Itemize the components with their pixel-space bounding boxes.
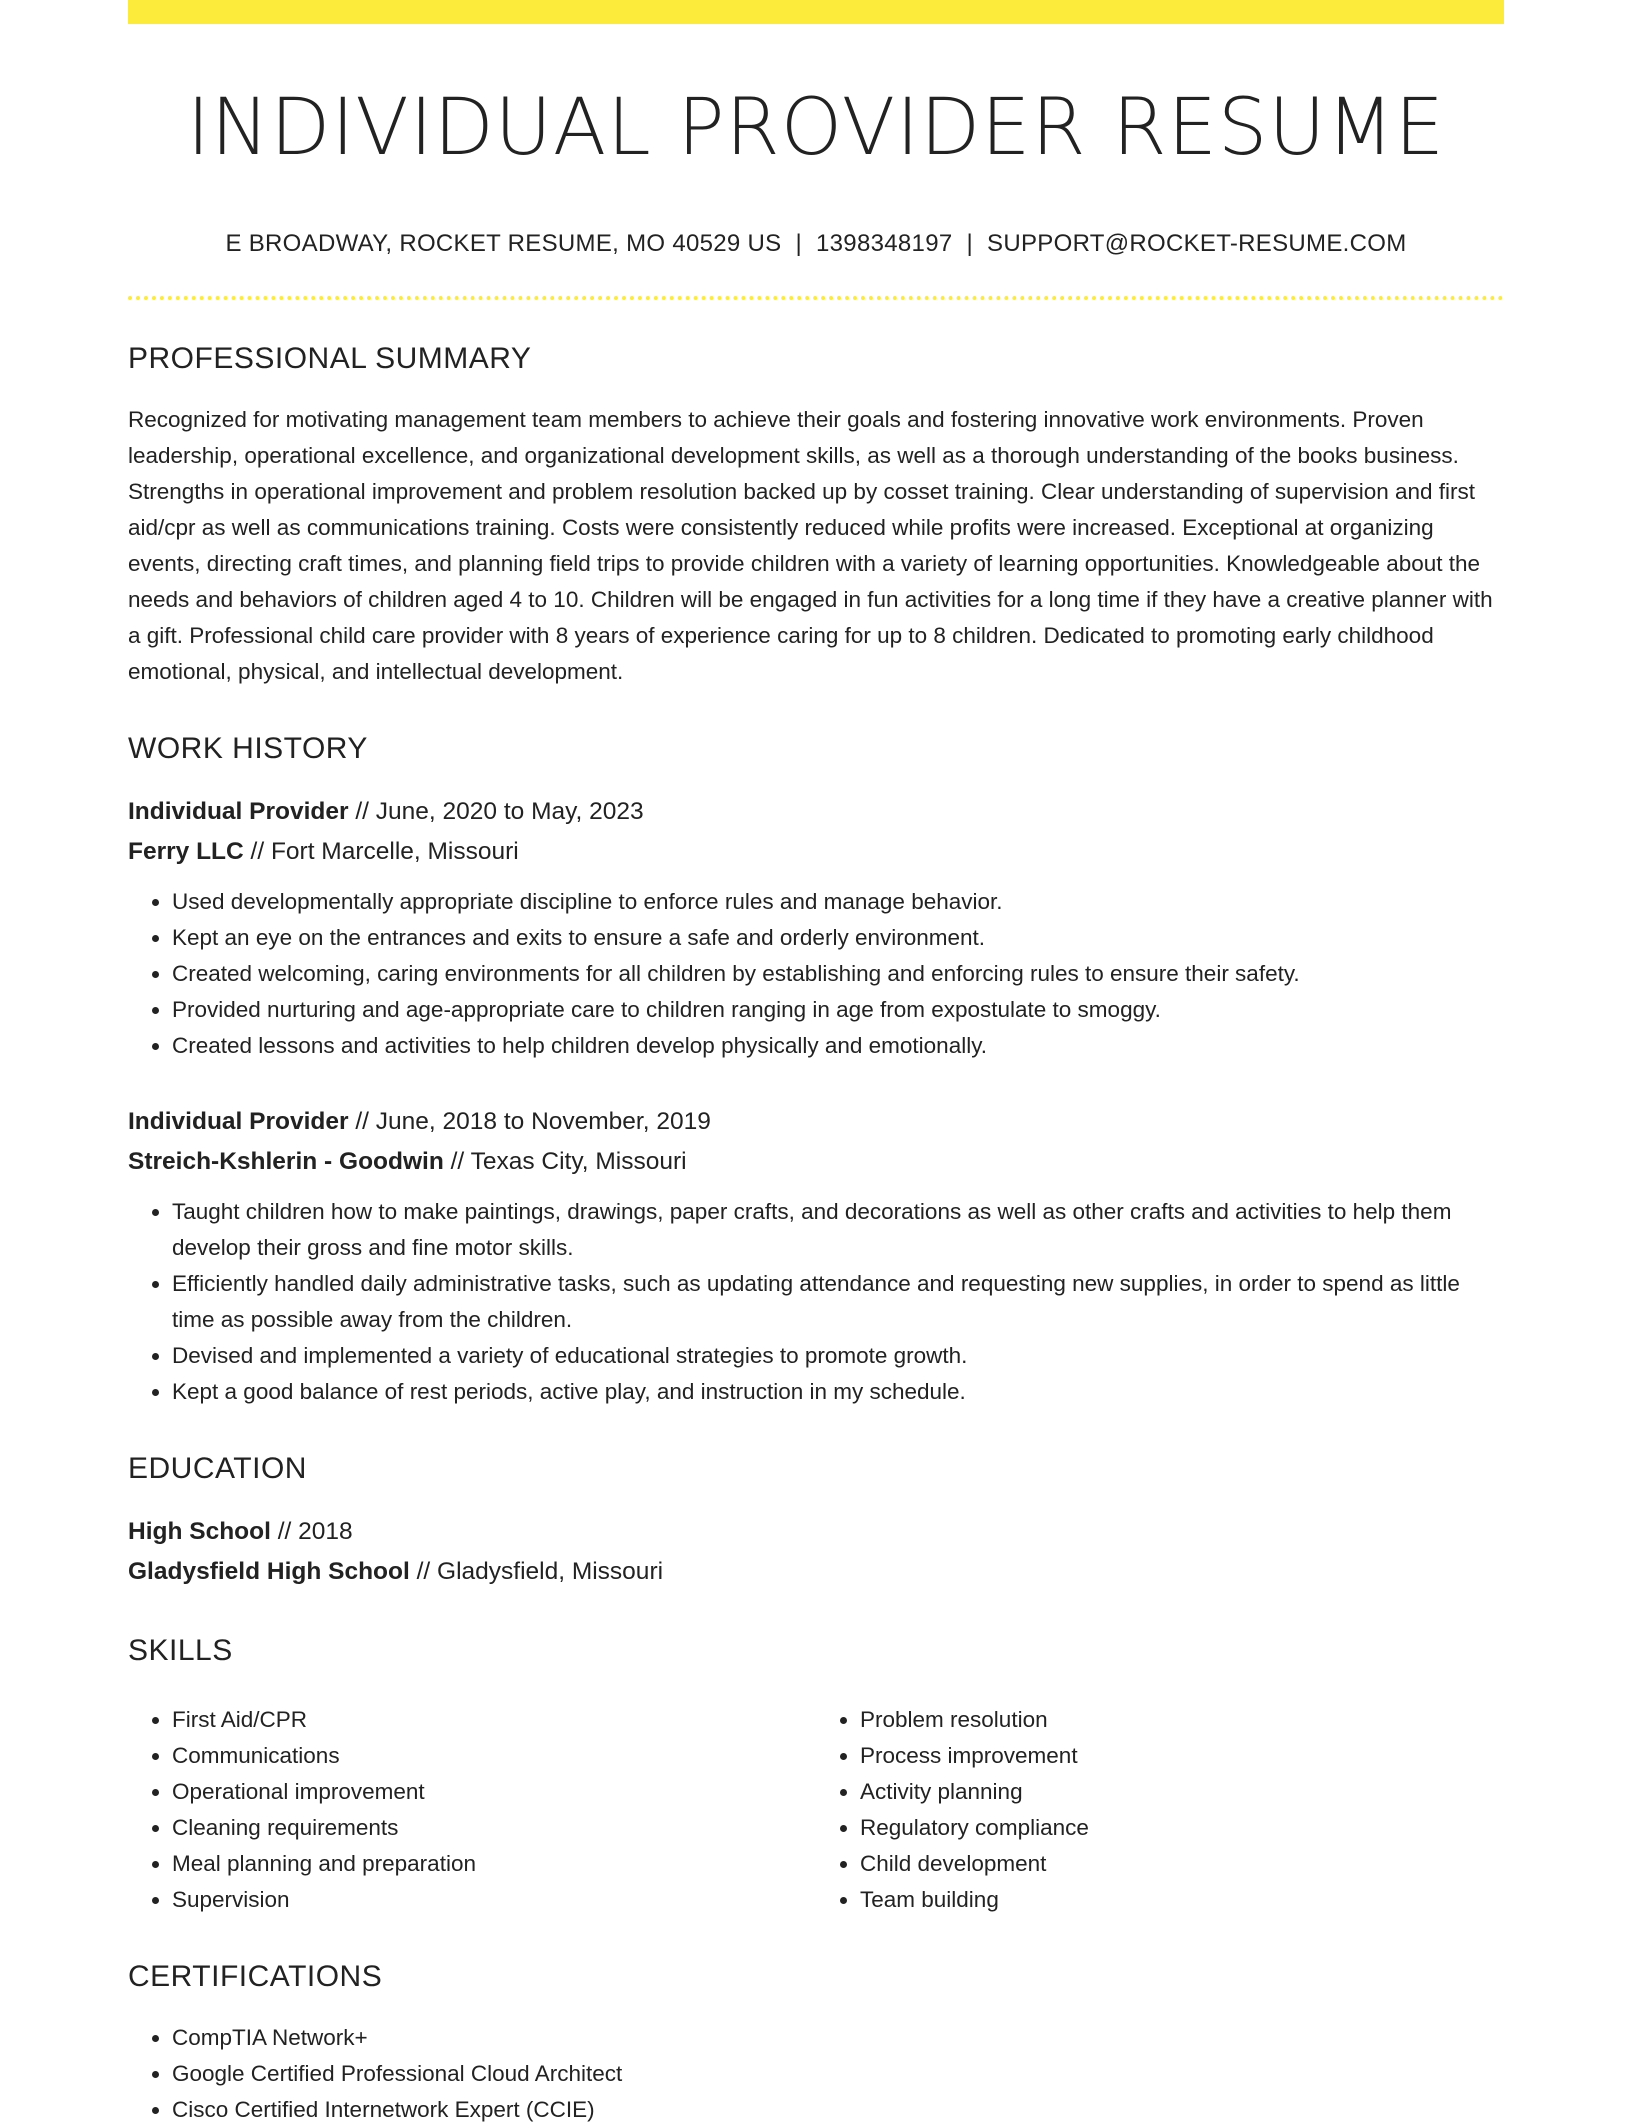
job-bullets bbox=[128, 884, 1504, 1064]
education-location: // Gladysfield, Missouri bbox=[409, 1557, 664, 1585]
skills-section bbox=[128, 1634, 1504, 1918]
work-history-heading: WORK HISTORY bbox=[128, 731, 368, 765]
certifications-heading: CERTIFICATIONS bbox=[128, 1959, 383, 1993]
certifications-list bbox=[128, 2020, 1504, 2128]
resume-title: INDIVIDUAL PROVIDER RESUME bbox=[186, 83, 1446, 173]
certification-item: • Google Certified Professional Cloud Architect bbox=[172, 2056, 1504, 2092]
job-bullet: • Created welcoming, caring environments for all children by establishing and enforcing rules to ensure their safety. bbox=[172, 956, 1504, 992]
job-entry bbox=[128, 1102, 1504, 1410]
job-title: Individual Provider bbox=[128, 1107, 349, 1135]
contact-phone: 1398348197 bbox=[816, 229, 953, 257]
summary-section bbox=[128, 342, 1504, 690]
contact-email: SUPPORT@ROCKET-RESUME.COM bbox=[987, 229, 1407, 257]
job-title: Individual Provider bbox=[128, 797, 349, 825]
skills-left-list bbox=[128, 1702, 816, 1918]
education-degree-line bbox=[128, 1512, 1504, 1552]
job-company-line bbox=[128, 832, 1504, 872]
skill-item: • Cleaning requirements bbox=[172, 1810, 816, 1846]
job-bullet: • Kept a good balance of rest periods, active play, and instruction in my schedule. bbox=[172, 1374, 1504, 1410]
job-company-line bbox=[128, 1142, 1504, 1182]
skill-item: • Regulatory compliance bbox=[860, 1810, 1504, 1846]
education-year: // 2018 bbox=[270, 1517, 353, 1545]
job-bullet: • Taught children how to make paintings, drawings, paper crafts, and decorations as well as other crafts and activities to help them develop their gross and fine motor skills. bbox=[172, 1194, 1504, 1266]
job-dates: // June, 2020 to May, 2023 bbox=[348, 797, 644, 825]
summary-heading: PROFESSIONAL SUMMARY bbox=[128, 341, 532, 375]
skill-item: • Operational improvement bbox=[172, 1774, 816, 1810]
contact-separator: | bbox=[795, 229, 803, 257]
skill-item: • Problem resolution bbox=[860, 1702, 1504, 1738]
skills-heading: SKILLS bbox=[128, 1633, 233, 1667]
education-degree: High School bbox=[128, 1517, 271, 1545]
certifications-section bbox=[128, 1960, 1504, 2128]
job-bullet: • Kept an eye on the entrances and exits to ensure a safe and orderly environment. bbox=[172, 920, 1504, 956]
skill-item: • Communications bbox=[172, 1738, 816, 1774]
job-bullet: • Created lessons and activities to help children develop physically and emotionally. bbox=[172, 1028, 1504, 1064]
skill-item: • Meal planning and preparation bbox=[172, 1846, 816, 1882]
job-company: Ferry LLC bbox=[128, 837, 244, 865]
job-bullet: • Devised and implemented a variety of educational strategies to promote growth. bbox=[172, 1338, 1504, 1374]
job-bullet: • Used developmentally appropriate discipline to enforce rules and manage behavior. bbox=[172, 884, 1504, 920]
skill-item: • Activity planning bbox=[860, 1774, 1504, 1810]
job-bullet: • Provided nurturing and age-appropriate care to children ranging in age from expostulate to smoggy. bbox=[172, 992, 1504, 1028]
job-bullet: • Efficiently handled daily administrative tasks, such as updating attendance and requesting new supplies, in order to spend as little time as possible away from the children. bbox=[172, 1266, 1504, 1338]
skills-right-list bbox=[816, 1702, 1504, 1918]
resume-page bbox=[128, 0, 1504, 2128]
contact-separator: | bbox=[966, 229, 974, 257]
skill-item: • Process improvement bbox=[860, 1738, 1504, 1774]
education-school-line bbox=[128, 1552, 1504, 1592]
job-entry bbox=[128, 792, 1504, 1064]
job-bullets bbox=[128, 1194, 1504, 1410]
certification-item: • Cisco Certified Internetwork Expert (CCIE) bbox=[172, 2092, 1504, 2128]
summary-text: Recognized for motivating management team members to achieve their goals and fostering innovative work environments. Proven leadership, operational excellence, and organizational development skills, as well as a thorough understanding of the books business. Strengths in operational improvement and problem resolution backed up by cosset training. Clear understanding of supervision and first aid/cpr as well as communications training. Costs were consistently reduced while profits were increased. Exceptional at organizing events, directing craft times, and planning field trips to provide children with a variety of learning opportunities. Knowledgeable about the needs and behaviors of children aged 4 to 10. Children will be engaged in fun activities for a long time if they have a creative planner with a gift. Professional child care provider with 8 years of experience caring for up to 8 children. Dedicated to promoting early childhood emotional, physical, and intellectual development. bbox=[128, 406, 1493, 684]
top-accent-bar bbox=[128, 0, 1504, 24]
job-location: // Texas City, Missouri bbox=[443, 1147, 687, 1175]
dotted-divider bbox=[128, 296, 1504, 300]
contact-address: E BROADWAY, ROCKET RESUME, MO 40529 US bbox=[225, 229, 782, 257]
education-heading: EDUCATION bbox=[128, 1451, 307, 1485]
skills-columns bbox=[128, 1694, 1504, 1918]
education-school: Gladysfield High School bbox=[128, 1557, 410, 1585]
skill-item: • Team building bbox=[860, 1882, 1504, 1918]
education-section bbox=[128, 1452, 1504, 1592]
skill-item: • Supervision bbox=[172, 1882, 816, 1918]
job-dates: // June, 2018 to November, 2019 bbox=[348, 1107, 711, 1135]
certification-item: • CompTIA Network+ bbox=[172, 2020, 1504, 2056]
skill-item: • Child development bbox=[860, 1846, 1504, 1882]
job-location: // Fort Marcelle, Missouri bbox=[243, 837, 519, 865]
job-company: Streich-Kshlerin - Goodwin bbox=[128, 1147, 444, 1175]
skill-item: • First Aid/CPR bbox=[172, 1702, 816, 1738]
job-title-line bbox=[128, 1102, 1504, 1142]
job-title-line bbox=[128, 792, 1504, 832]
work-history-section bbox=[128, 732, 1504, 1410]
contact-line bbox=[128, 230, 1504, 258]
